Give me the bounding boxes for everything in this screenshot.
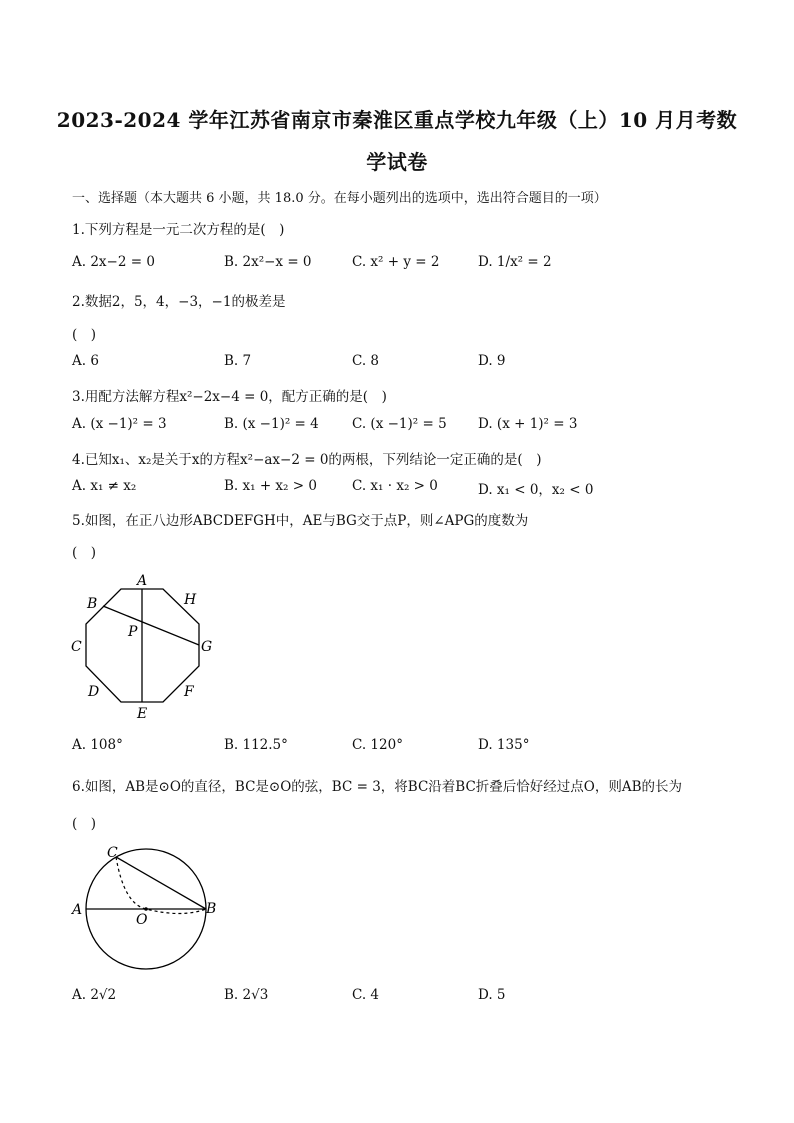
page-title-line-1: 2023-2024 学年江苏省南京市秦淮区重点学校九年级（上）10 月月考数: [56, 108, 738, 132]
option-b: B. x₁ + x₂ > 0: [224, 478, 317, 494]
label-p: P: [128, 624, 138, 640]
label-d: D: [88, 684, 100, 700]
option-a: A. 2√2: [72, 987, 117, 1003]
option-a: A. 2x−2 = 0: [72, 254, 155, 270]
question-6-answer-paren: ( ): [72, 816, 97, 832]
option-c: C. 120°: [352, 737, 403, 753]
chord-bc: [116, 857, 206, 909]
option-b: B. 2x²−x = 0: [224, 254, 312, 270]
circle-figure: [60, 838, 230, 978]
label-g: G: [201, 639, 213, 655]
option-b: B. 7: [224, 353, 252, 369]
option-c: C. x₁ · x₂ > 0: [352, 478, 438, 494]
label-e: E: [137, 706, 148, 722]
label-a: A: [137, 573, 148, 589]
option-b: B. 112.5°: [224, 737, 288, 753]
question-2-answer-paren: ( ): [72, 327, 97, 343]
option-c: C. (x −1)² = 5: [352, 416, 447, 432]
option-c: C. 8: [352, 353, 380, 369]
option-a: A. 108°: [72, 737, 123, 753]
option-b: B. 2√3: [224, 987, 269, 1003]
option-d: D. x₁ < 0，x₂ < 0: [478, 482, 594, 498]
option-a: A. 6: [72, 353, 99, 369]
option-b: B. (x −1)² = 4: [224, 416, 319, 432]
question-6-stem: 6.如图，AB是⊙O的直径，BC是⊙O的弦，BC = 3，将BC沿着BC折叠后恰好经过点O，则AB的长为: [72, 779, 683, 795]
question-5-stem: 5.如图，在正八边形ABCDEFGH中，AE与BG交于点P，则∠APG的度数为: [72, 513, 529, 529]
option-a: A. x₁ ≠ x₂: [72, 478, 137, 494]
label-o: O: [136, 912, 148, 928]
option-d: D. 135°: [478, 737, 530, 753]
question-5-answer-paren: ( ): [72, 545, 97, 561]
label-a: A: [72, 902, 83, 918]
question-2-stem: 2.数据2，5，4，−3，−1的极差是: [72, 294, 286, 310]
octagon-figure: [60, 565, 230, 725]
segment-bg: [103, 606, 199, 645]
question-3-stem: 3.用配方法解方程x²−2x−4 = 0，配方正确的是( ): [72, 389, 387, 405]
option-d: D. 5: [478, 987, 506, 1003]
option-c: C. 4: [352, 987, 380, 1003]
question-4-stem: 4.已知x₁、x₂是关于x的方程x²−ax−2 = 0的两根，下列结论一定正确的是( ): [72, 452, 542, 468]
section-heading: 一、选择题（本大题共 6 小题，共 18.0 分。在每小题列出的选项中，选出符合题目的一项）: [72, 191, 607, 206]
label-c: C: [107, 845, 118, 861]
option-c: C. x² + y = 2: [352, 254, 440, 270]
label-b: B: [87, 596, 98, 612]
center-point: [144, 907, 148, 911]
label-f: F: [184, 684, 194, 700]
page-title-line-2: 学试卷: [366, 150, 428, 174]
option-d: D. (x + 1)² = 3: [478, 416, 578, 432]
option-d: D. 9: [478, 353, 506, 369]
label-h: H: [184, 592, 197, 608]
question-1-stem: 1.下列方程是一元二次方程的是( ): [72, 222, 285, 238]
label-b: B: [206, 901, 217, 917]
option-a: A. (x −1)² = 3: [72, 416, 167, 432]
option-d: D. 1/x² = 2: [478, 254, 552, 270]
label-c: C: [71, 639, 82, 655]
